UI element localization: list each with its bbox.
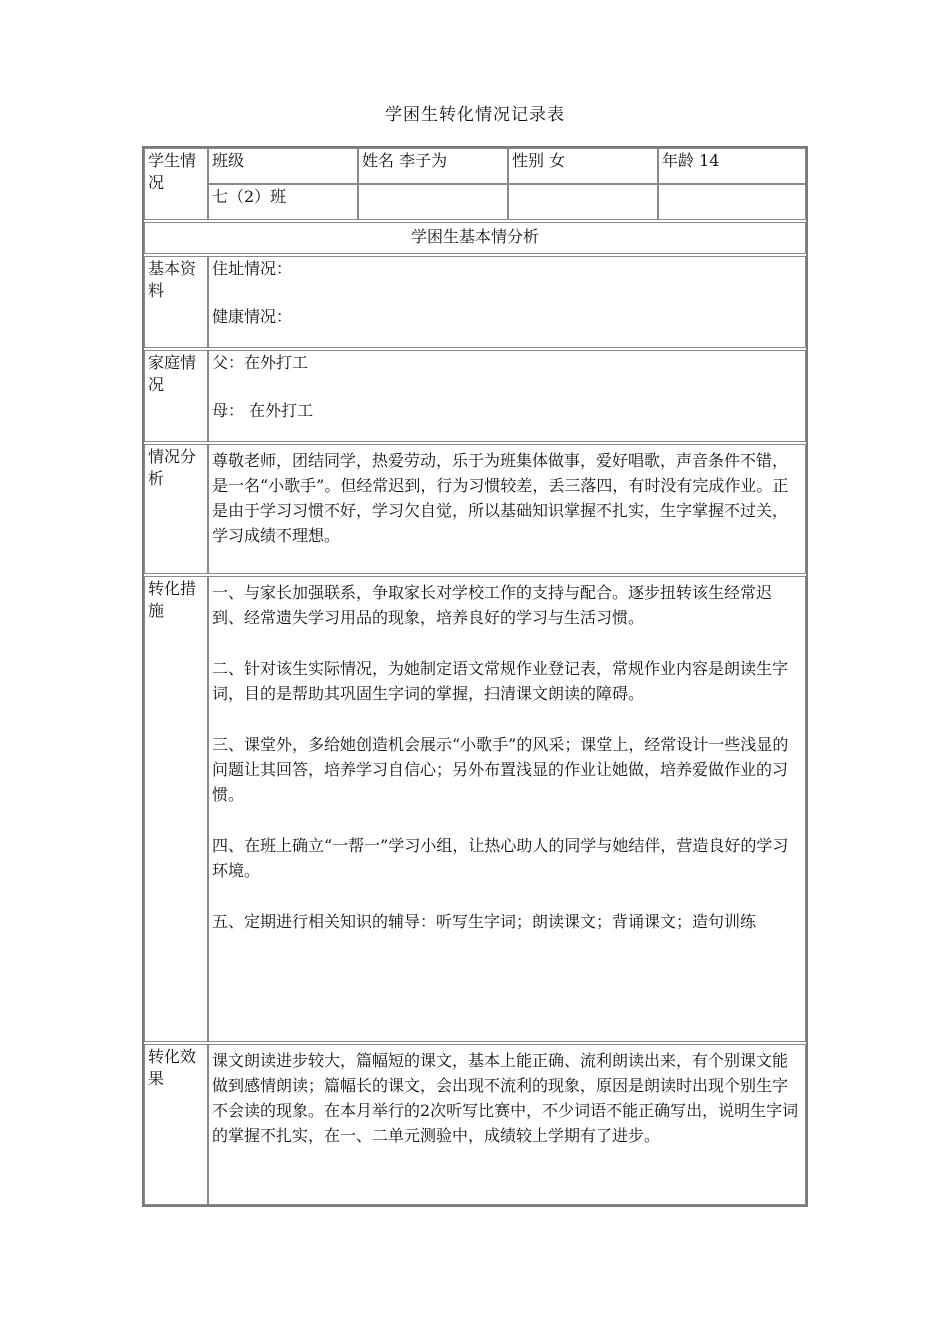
health-line: 健康情况：	[212, 307, 293, 326]
situation-label: 情况分析	[144, 444, 208, 574]
record-table	[142, 146, 808, 1207]
address-line: 住址情况：	[212, 259, 293, 278]
measures-label: 转化措施	[144, 576, 208, 1042]
gender-value-empty	[508, 184, 658, 220]
name-value-empty	[358, 184, 508, 220]
basic-info-label: 基本资料	[144, 256, 208, 348]
class-value: 七（2）班	[208, 184, 358, 220]
page-title: 学困生转化情况记录表	[385, 105, 565, 125]
family-label: 家庭情况	[144, 350, 208, 442]
name-field: 姓名 李子为	[358, 148, 508, 184]
age-field: 年龄 14	[658, 148, 806, 184]
measures-content	[208, 576, 806, 1042]
class-label: 班级	[208, 148, 358, 184]
effect-label: 转化效果	[144, 1044, 208, 1205]
measure-item-2: 二、针对该生实际情况，为她制定语文常规作业登记表，常规作业内容是朗读生字词，目的是帮助其巩固生字词的掌握，扫清课文朗读的障碍。	[212, 659, 789, 703]
mother-line: 母： 在外打工	[212, 401, 314, 420]
age-value-empty	[658, 184, 806, 220]
situation-content	[208, 444, 806, 574]
measure-item-3: 三、课堂外，多给她创造机会展示“小歌手”的风采；课堂上，经常设计一些浅显的问题让其回答，培养学习自信心；另外布置浅显的作业让她做，培养爱做作业的习惯。	[212, 735, 789, 804]
basic-info-content	[208, 256, 806, 348]
measure-item-1: 一、与家长加强联系，争取家长对学校工作的支持与配合。逐步扭转该生经常迟到、经常遗失学习用品的现象，培养良好的学习与生活习惯。	[212, 583, 773, 627]
effect-text: 课文朗读进步较大，篇幅短的课文，基本上能正确、流利朗读出来，有个别课文能做到感情朗读；篇幅长的课文，会出现不流利的现象，原因是朗读时出现个别生字不会读的现象。在本月举行的2次听写比赛中，不少词语不能正确写出，说明生字词的掌握不扎实，在一、二单元测验中，成绩较上学期有了进步。	[212, 1051, 799, 1145]
father-line: 父：在外打工	[212, 353, 309, 372]
student-section-label: 学生情况	[144, 148, 208, 220]
measure-item-4: 四、在班上确立“一帮一”学习小组，让热心助人的同学与她结伴，营造良好的学习环境。	[212, 836, 789, 880]
family-content	[208, 350, 806, 442]
situation-text: 尊敬老师，团结同学，热爱劳动，乐于为班集体做事，爱好唱歌，声音条件不错，是一名“小歌手”。但经常迟到，行为习惯较差，丢三落四，有时没有完成作业。正是由于学习习惯不好，学习欠自觉，所以基础知识掌握不扎实，生字掌握不过关，学习成绩不理想。	[212, 451, 789, 545]
measure-item-5: 五、定期进行相关知识的辅导：听写生字词；朗读课文；背诵课文；造句训练	[212, 912, 757, 931]
effect-content	[208, 1044, 806, 1205]
analysis-header: 学困生基本情分析	[144, 222, 806, 254]
gender-field: 性别 女	[508, 148, 658, 184]
